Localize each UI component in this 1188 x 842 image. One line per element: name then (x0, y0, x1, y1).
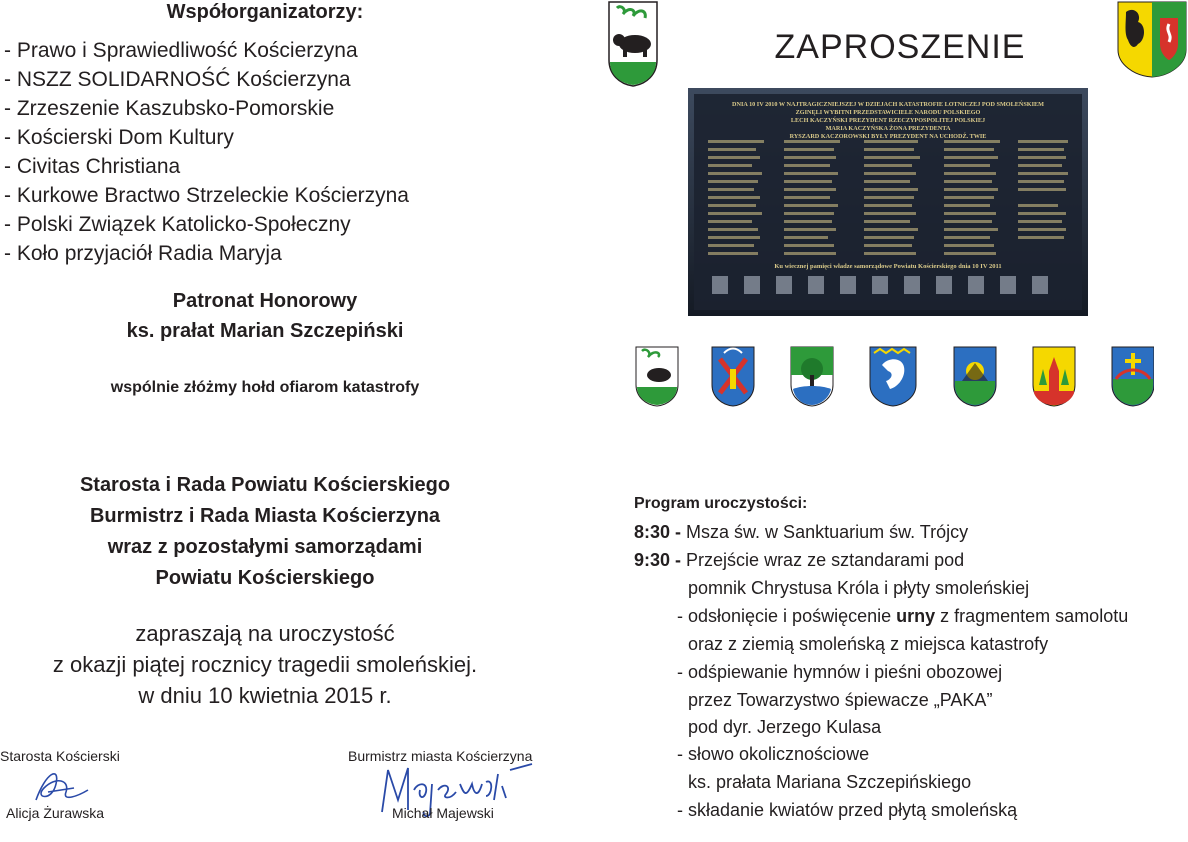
landscape-crest-icon (954, 347, 996, 406)
program-time: 8:30 - (634, 522, 682, 542)
program-text: ks. prałata Mariana Szczepińskiego (688, 772, 972, 792)
list-item: - Kurkowe Bractwo Strzeleckie Kościerzyna (4, 184, 409, 207)
patronage-title: Patronat Honorowy (172, 290, 358, 312)
plaque-line: RYSZARD KACZOROWSKI BYŁY PREZYDENT NA UCHODŹ. TWIE (789, 133, 987, 140)
organizers-line: wraz z pozostałymi samorządami (107, 536, 423, 558)
list-item: - Polski Związek Katolicko-Społeczny (4, 213, 351, 236)
page-title: ZAPROSZENIE (774, 28, 1026, 66)
starosta-signature (26, 762, 96, 808)
plaque-line: ZGINĘLI WYBITNI PRZEDSTAWICIELE NARODU POLSKIEGO (795, 109, 981, 116)
horse-crest-icon (870, 347, 916, 406)
plaque-footer: Ku wiecznej pamięci władze samorządowe Powiatu Kościerskiego dnia 10 IV 2011 (774, 263, 1002, 270)
organizers-line: Powiatu Kościerskiego (155, 567, 375, 589)
organizers-block (0, 470, 530, 594)
program-text: - składanie kwiatów przed płytą smoleńską (677, 800, 1018, 820)
coorganizers-title: Współorganizatorzy: (166, 1, 364, 23)
plaque-line: DNIA 10 IV 2010 W NAJTRAGICZNIEJSZEJ W DZIEJACH KATASTROFIE LOTNICZEJ POD SMOLEŃSKIEM (732, 101, 1044, 108)
cross-crest-icon (1112, 347, 1154, 406)
starosta-title: Starosta Kościerski (0, 748, 120, 764)
plaque-line: MARIA KACZYŃSKA ŻONA PREZYDENTA (825, 125, 951, 132)
bear-crest-icon (636, 347, 678, 406)
starosta-name: Alicja Żurawska (6, 805, 105, 821)
smolensk-plaque (688, 88, 1088, 316)
list-item: - Civitas Christiana (4, 155, 181, 178)
program-text: Msza św. w Sanktuarium św. Trójcy (686, 522, 969, 542)
tree-crest-icon (791, 347, 833, 406)
program-text: oraz z ziemią smoleńską z miejsca katastrofy (688, 634, 1049, 654)
program-text: - słowo okolicznościowe (677, 744, 870, 764)
list-item: - NSZZ SOLIDARNOŚĆ Kościerzyna (4, 68, 351, 91)
program-text: - odsłonięcie i poświęcenie (677, 606, 897, 626)
mayor-name: Michał Majewski (392, 805, 494, 821)
program-text: pod dyr. Jerzego Kulasa (688, 717, 882, 737)
crossed-tools-crest-icon (712, 347, 754, 406)
invitation-line: w dniu 10 kwietnia 2015 r. (138, 683, 392, 708)
program-text: z fragmentem samolotu (935, 606, 1129, 626)
list-item: - Koło przyjaciół Radia Maryja (4, 242, 282, 265)
griffin-crest-icon (1116, 0, 1188, 78)
organizers-line: Starosta i Rada Powiatu Kościerskiego (79, 474, 451, 496)
program-item (634, 521, 968, 543)
program-text: pomnik Chrystusa Króla i płyty smoleńskiej (688, 578, 1030, 598)
church-crest-icon (1033, 347, 1075, 406)
program-item (634, 549, 964, 571)
homage-text: wspólnie złóżmy hołd ofiarom katastrofy (110, 379, 420, 396)
organizers-line: Burmistrz i Rada Miasta Kościerzyna (89, 505, 441, 527)
program-emphasis: urny (896, 606, 936, 626)
municipal-crests-row (634, 345, 1154, 407)
program-text: przez Towarzystwo śpiewacze „PAKA” (688, 690, 993, 710)
invitation-block (0, 618, 530, 711)
plaque-line: LECH KACZYŃSKI PREZYDENT RZECZYPOSPOLITEJ POLSKIEJ (790, 117, 986, 124)
invitation-line: zapraszają na uroczystość (135, 621, 395, 646)
invitation-line: z okazji piątej rocznicy tragedii smoleńskiej. (52, 652, 478, 677)
program-text: - odśpiewanie hymnów i pieśni obozowej (677, 662, 1003, 682)
program-text: Przejście wraz ze sztandarami pod (686, 550, 965, 570)
list-item: - Kościerski Dom Kultury (4, 126, 234, 149)
list-item: - Prawo i Sprawiedliwość Kościerzyna (4, 39, 358, 62)
patronage-name: ks. prałat Marian Szczepiński (126, 320, 404, 342)
program-time: 9:30 - (634, 550, 682, 570)
list-item: - Zrzeszenie Kaszubsko-Pomorskie (4, 97, 335, 120)
mayor-title: Burmistrz miasta Kościerzyna (348, 748, 533, 764)
coorganizers-list (4, 36, 409, 268)
bear-crest-icon (607, 0, 659, 88)
program-item (677, 605, 1128, 627)
program-title: Program uroczystości: (634, 495, 808, 512)
